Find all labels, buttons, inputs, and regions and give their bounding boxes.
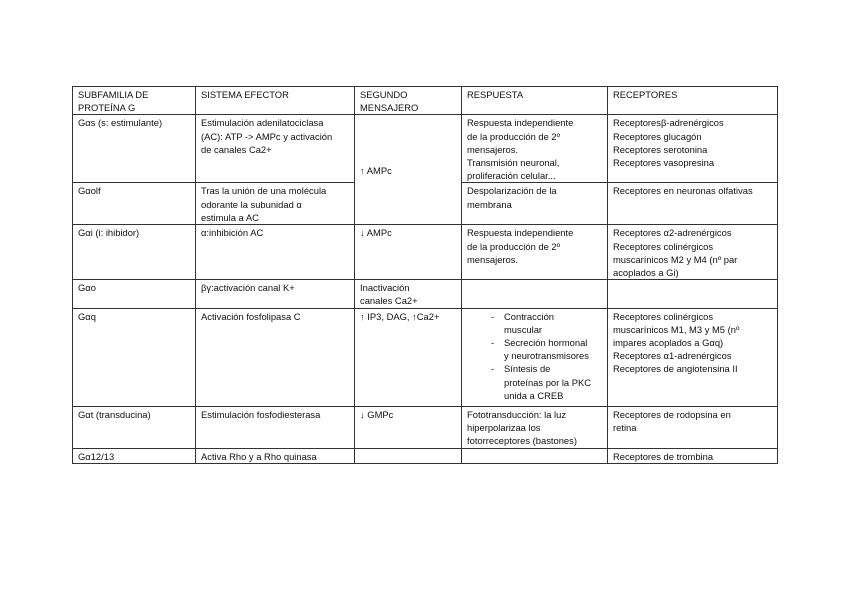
cell-text-line: Gαolf bbox=[78, 185, 101, 197]
response-bullet-list bbox=[467, 310, 603, 402]
subfamily-cell bbox=[73, 280, 196, 308]
cell-text-line: Gαs (s: estimulante) bbox=[78, 117, 163, 129]
response-cell bbox=[462, 448, 608, 463]
header-cell bbox=[608, 87, 778, 115]
receptors-cell bbox=[608, 406, 778, 448]
cell-text-line: membrana bbox=[467, 198, 512, 210]
subfamily-cell bbox=[73, 115, 196, 183]
cell-text-line: mensajeros. bbox=[467, 253, 519, 265]
cell-text-line: de la producción de 2º bbox=[467, 240, 561, 252]
cell-text-line: Estimulación fosfodiesterasa bbox=[201, 408, 321, 420]
response-cell bbox=[462, 183, 608, 225]
cell-text-line: Gαq bbox=[78, 310, 96, 322]
receptors-cell bbox=[608, 183, 778, 225]
messenger-cell bbox=[355, 225, 462, 280]
cell-text-line: Receptores vasopresina bbox=[613, 157, 715, 169]
cell-text-line: unida a CREB bbox=[504, 389, 564, 401]
effector-cell bbox=[196, 280, 355, 308]
subfamily-cell bbox=[73, 308, 196, 406]
cell-text-line: MENSAJERO bbox=[360, 102, 419, 114]
cell-text-line: - Contracción bbox=[504, 310, 555, 322]
cell-text-line: RESPUESTA bbox=[467, 89, 524, 100]
cell-text-line: proteínas por la PKC bbox=[504, 376, 592, 388]
cell-text-line: ↓ AMPc bbox=[360, 227, 392, 239]
cell-text-line: Despolarización de la bbox=[467, 185, 557, 197]
subfamily-cell bbox=[73, 406, 196, 448]
cell-text-line: ↑ AMPc bbox=[360, 164, 392, 176]
cell-text-line: Receptores de rodopsina en bbox=[613, 408, 731, 420]
effector-cell bbox=[196, 406, 355, 448]
cell-text-line: Receptoresβ-adrenérgicos bbox=[613, 117, 724, 129]
cell-text-line: SISTEMA EFECTOR bbox=[201, 89, 289, 100]
cell-text-line: Receptores colinérgicos bbox=[613, 240, 714, 252]
table-row bbox=[73, 225, 778, 280]
table-row bbox=[73, 308, 778, 406]
cell-text-line: (AC): ATP -> AMPc y activación bbox=[201, 130, 333, 142]
header-cell bbox=[73, 87, 196, 115]
cell-text-line: muscarínicos M1, M3 y M5 (nº bbox=[613, 323, 740, 335]
cell-text-line: βγ:activación canal K+ bbox=[201, 282, 295, 294]
cell-text-line: de canales Ca2+ bbox=[201, 143, 272, 155]
cell-text-line: ↓ GMPc bbox=[360, 408, 394, 420]
cell-text-line: ↑ IP3, DAG, ↑Ca2+ bbox=[360, 310, 440, 322]
response-cell bbox=[462, 308, 608, 406]
cell-text-line: muscarínicos M2 y M4 (nº par bbox=[613, 253, 738, 265]
cell-text-line: - Síntesis de bbox=[504, 363, 551, 375]
effector-cell bbox=[196, 308, 355, 406]
cell-text-line: Gαt (transducina) bbox=[78, 408, 151, 420]
table-row bbox=[73, 280, 778, 308]
g-protein-table bbox=[72, 86, 778, 464]
cell-text-line: Receptores en neuronas olfativas bbox=[613, 185, 753, 197]
subfamily-cell bbox=[73, 183, 196, 225]
cell-text-line: - Secreción hormonal bbox=[504, 337, 588, 349]
cell-text-line: Transmisión neuronal, bbox=[467, 157, 560, 169]
response-cell bbox=[462, 280, 608, 308]
effector-cell bbox=[196, 115, 355, 183]
response-bullet bbox=[491, 362, 603, 402]
cell-text-line: retina bbox=[613, 421, 637, 433]
cell-text-line: SEGUNDO bbox=[360, 89, 408, 100]
cell-text-line: odorante la subunidad α bbox=[201, 198, 302, 210]
header-cell bbox=[462, 87, 608, 115]
cell-text-line: Receptores de trombina bbox=[613, 450, 714, 462]
table-row bbox=[73, 115, 778, 183]
messenger-cell bbox=[355, 115, 462, 225]
cell-text-line: Activa Rho y a Rho quinasa bbox=[201, 450, 317, 462]
cell-text-line: fotorreceptores (bastones) bbox=[467, 435, 577, 447]
cell-text-line: hiperpolarizaa los bbox=[467, 421, 541, 433]
receptors-cell bbox=[608, 225, 778, 280]
cell-text-line: de la producción de 2º bbox=[467, 130, 561, 142]
subfamily-cell bbox=[73, 448, 196, 463]
cell-text-line: canales Ca2+ bbox=[360, 295, 418, 307]
cell-text-line: Estimulación adenilatociclasa bbox=[201, 117, 324, 129]
effector-cell bbox=[196, 183, 355, 225]
cell-text-line: impares acoplados a Gαq) bbox=[613, 337, 724, 349]
cell-text-line: Receptores α2-adrenérgicos bbox=[613, 227, 732, 239]
effector-cell bbox=[196, 448, 355, 463]
cell-text-line: acoplados a Gi) bbox=[613, 267, 679, 279]
receptors-cell bbox=[608, 115, 778, 183]
cell-text-line: SUBFAMILIA DE bbox=[78, 89, 149, 100]
cell-text-line: Receptores serotonina bbox=[613, 143, 708, 155]
table-row bbox=[73, 448, 778, 463]
cell-text-line: Respuesta independiente bbox=[467, 227, 574, 239]
receptors-cell bbox=[608, 448, 778, 463]
header-row bbox=[73, 87, 778, 115]
cell-text-line: Activación fosfolipasa C bbox=[201, 310, 301, 322]
cell-text-line: y neurotransmisores bbox=[504, 350, 589, 362]
receptors-cell bbox=[608, 280, 778, 308]
cell-text-line: PROTEÍNA G bbox=[78, 102, 136, 114]
cell-text-line: Gαo bbox=[78, 282, 96, 294]
cell-text-line: RECEPTORES bbox=[613, 89, 678, 100]
messenger-cell bbox=[355, 448, 462, 463]
cell-text-line: Gαi (i: ihibidor) bbox=[78, 227, 140, 239]
cell-text-line: proliferación celular... bbox=[467, 170, 556, 182]
cell-text-line: Receptores glucagón bbox=[613, 130, 702, 142]
subfamily-cell bbox=[73, 225, 196, 280]
header-cell bbox=[196, 87, 355, 115]
cell-text-line: Receptores colinérgicos bbox=[613, 310, 714, 322]
cell-text-line: Inactivación bbox=[360, 282, 410, 294]
header-cell bbox=[355, 87, 462, 115]
messenger-cell bbox=[355, 406, 462, 448]
cell-text-line: Receptores α1-adrenérgicos bbox=[613, 350, 732, 362]
response-cell bbox=[462, 225, 608, 280]
response-bullet bbox=[491, 310, 603, 336]
messenger-cell bbox=[355, 280, 462, 308]
cell-text-line: Gα12/13 bbox=[78, 450, 115, 462]
cell-text-line: Respuesta independiente bbox=[467, 117, 574, 129]
cell-text-line: muscular bbox=[504, 323, 543, 335]
effector-cell bbox=[196, 225, 355, 280]
response-cell bbox=[462, 406, 608, 448]
cell-text-line: Tras la unión de una molécula bbox=[201, 185, 327, 197]
table-row bbox=[73, 406, 778, 448]
receptors-cell bbox=[608, 308, 778, 406]
cell-text-line: Fototransducción: la luz bbox=[467, 408, 567, 420]
cell-text-line: α:inhibición AC bbox=[201, 227, 264, 239]
cell-text-line: Receptores de angiotensina II bbox=[613, 363, 738, 375]
messenger-cell bbox=[355, 308, 462, 406]
response-cell bbox=[462, 115, 608, 183]
cell-text-line: mensajeros. bbox=[467, 143, 519, 155]
cell-text-line: estimula a AC bbox=[201, 211, 259, 223]
response-bullet bbox=[491, 336, 603, 362]
